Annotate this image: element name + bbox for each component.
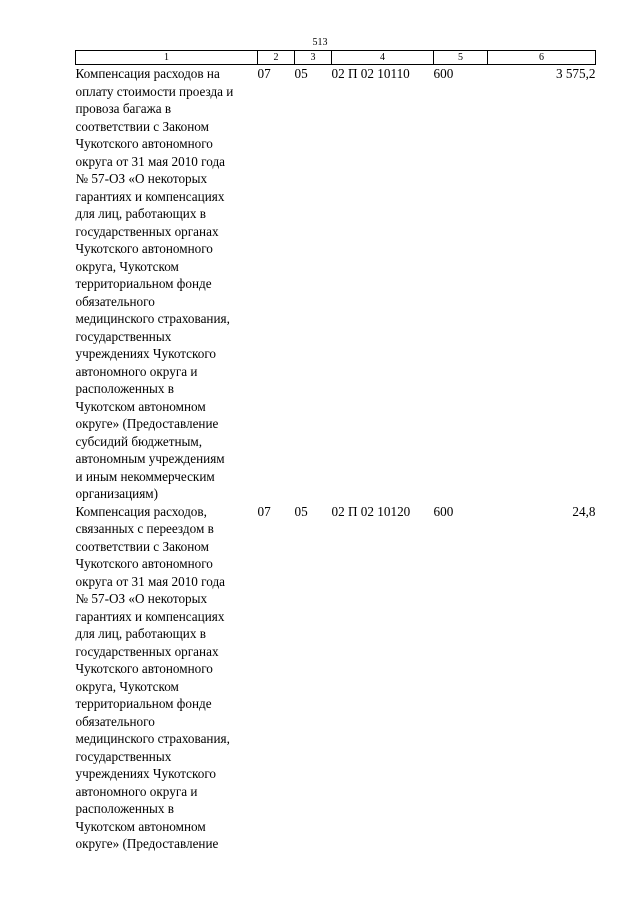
description-line: для лиц, работающих в: [75, 206, 206, 221]
description-line: государственных органах: [75, 643, 219, 659]
description-line: округе» (Предоставление: [75, 416, 219, 431]
column-header-1: 1: [76, 51, 258, 65]
subsection-code: 05: [294, 503, 308, 519]
column-header-3: 3: [295, 51, 332, 65]
description-line: № 57-ОЗ «О некоторых: [75, 171, 208, 186]
expense-type-code: 600: [433, 503, 454, 519]
description-line: № 57-ОЗ «О некоторых: [75, 591, 208, 606]
description-line: субсидий бюджетным,: [75, 433, 203, 449]
description-line: Чукотском автономном: [75, 398, 206, 414]
row-description: [76, 65, 258, 503]
description-line: гарантиях и компенсациях: [75, 608, 225, 624]
description-line: соответствии с Законом: [75, 538, 209, 554]
description-line: территориальном фонде: [75, 696, 212, 711]
target-article-code: 02 П 02 10120: [331, 503, 411, 519]
description-line: автономного округа и: [75, 363, 198, 379]
description-line: автономного округа и: [75, 783, 198, 799]
description-line: учреждениях Чукотского: [75, 766, 217, 781]
amount-value: 24,8: [572, 503, 596, 519]
description-line: оплату стоимости проезда и: [75, 83, 234, 99]
description-line: обязательного: [75, 713, 155, 729]
description-line: территориальном фонде: [75, 276, 212, 291]
description-line: округа от 31 мая 2010 года: [75, 153, 226, 169]
description-line: провоза багажа в: [75, 101, 172, 116]
column-header-2: 2: [258, 51, 295, 65]
table-row: [76, 65, 596, 503]
description-line: организациям): [75, 486, 159, 501]
description-line: обязательного: [75, 293, 155, 309]
description-line: Чукотского автономного: [75, 556, 213, 571]
description-line: связанных с переездом в: [75, 521, 214, 536]
budget-table: [75, 50, 596, 853]
column-header-6: 6: [488, 51, 596, 65]
target-article-code: 02 П 02 10110: [331, 66, 410, 81]
description-line: округа, Чукотском: [75, 258, 179, 274]
description-line: Компенсация расходов на: [75, 66, 220, 81]
description-line: расположенных в: [75, 801, 175, 816]
description-line: медицинского страхования,: [75, 311, 230, 326]
description-line: автономным учреждениям: [75, 451, 225, 466]
description-line: расположенных в: [75, 381, 175, 396]
description-line: округа от 31 мая 2010 года: [75, 573, 226, 589]
description-line: государственных: [75, 748, 172, 764]
description-line: округе» (Предоставление: [75, 836, 219, 851]
expense-type-code: 600: [433, 66, 454, 81]
description-line: учреждениях Чукотского: [75, 346, 217, 361]
description-line: медицинского страхования,: [75, 731, 230, 746]
description-line: для лиц, работающих в: [75, 626, 206, 641]
page-number: 513: [312, 37, 328, 48]
description-line: округа, Чукотском: [75, 678, 179, 694]
description-line: Компенсация расходов,: [75, 503, 207, 519]
section-code: 07: [257, 66, 271, 81]
description-line: Чукотского автономного: [75, 661, 213, 676]
column-header-4: 4: [332, 51, 434, 65]
description-line: и иным некоммерческим: [75, 468, 215, 484]
table-row: [76, 503, 596, 853]
description-line: Чукотского автономного: [75, 241, 213, 256]
description-line: Чукотском автономном: [75, 818, 206, 834]
amount-value: 3 575,2: [555, 66, 596, 81]
row-description: [76, 503, 258, 853]
description-line: государственных органах: [75, 223, 219, 239]
description-line: Чукотского автономного: [75, 136, 213, 151]
description-line: соответствии с Законом: [75, 118, 209, 134]
description-line: государственных: [75, 328, 172, 344]
section-code: 07: [257, 503, 271, 519]
column-number-header: [76, 51, 596, 65]
description-line: гарантиях и компенсациях: [75, 188, 225, 204]
column-header-5: 5: [434, 51, 488, 65]
subsection-code: 05: [294, 66, 308, 81]
